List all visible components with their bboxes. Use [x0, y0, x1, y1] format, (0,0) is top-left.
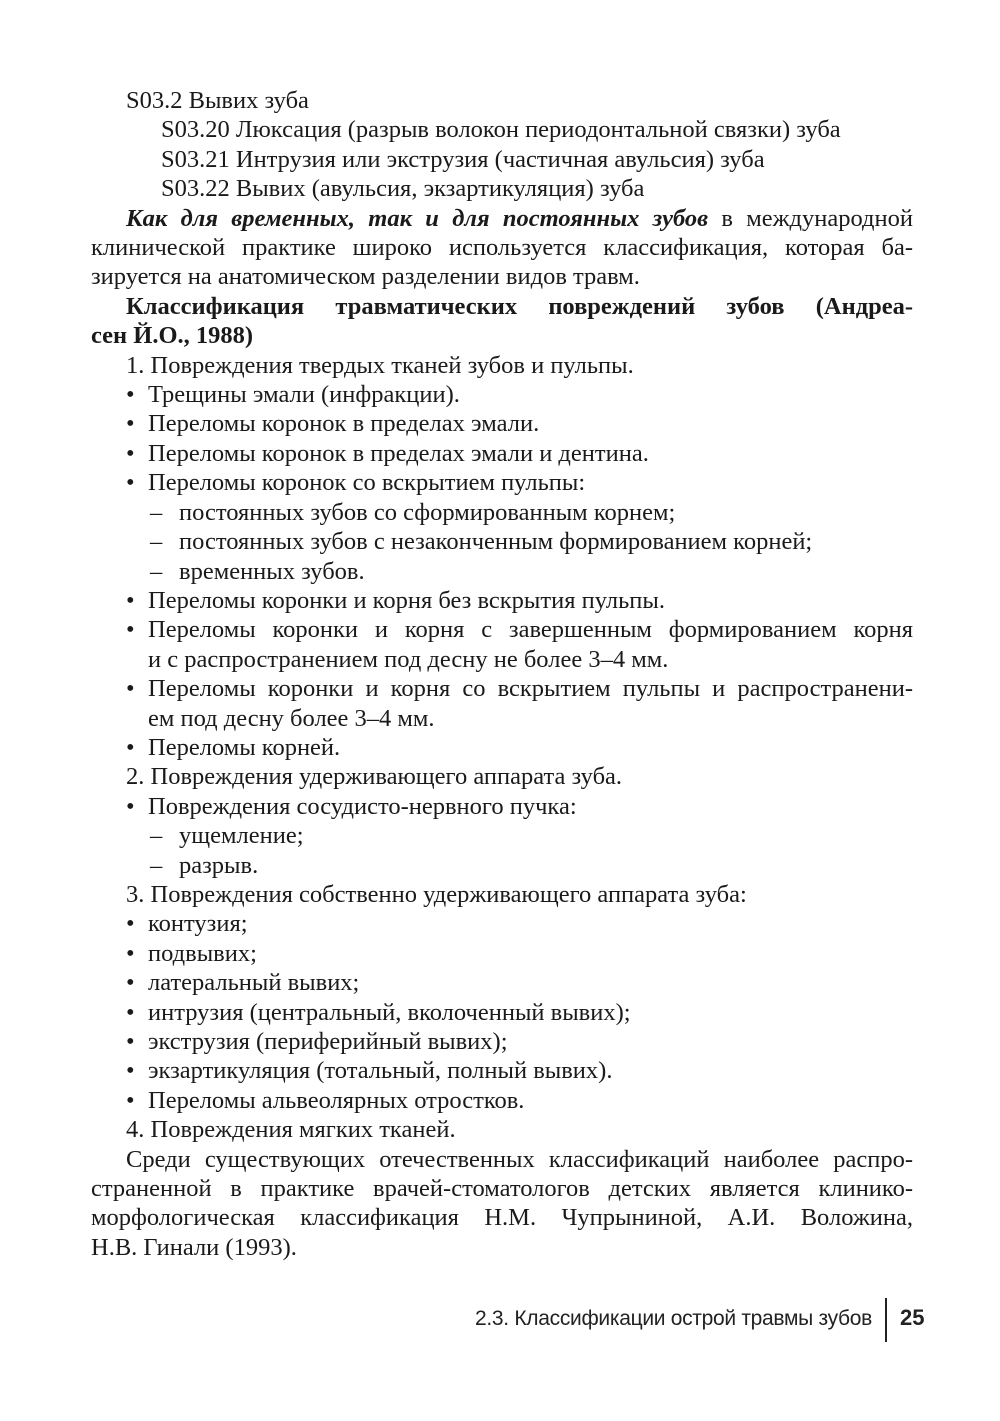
dash-marker: – [150, 498, 163, 526]
bullet-marker: • [126, 733, 135, 761]
classification-heading-line-2: сен Й.О., 1988) [91, 322, 254, 350]
body-text [91, 86, 913, 1262]
footer-divider [885, 1298, 887, 1342]
bullet-marker: • [126, 969, 135, 997]
page-number: 25 [900, 1305, 925, 1330]
list-item: • экзартикуляция (тотальный, полный вывих). [126, 1057, 613, 1085]
list-item: • Переломы коронки и корня без вскрытия пульпы. [126, 586, 665, 614]
list-item: • латеральный вывих; [126, 969, 360, 997]
section-4-title: 4. Повреждения мягких тканей. [126, 1116, 456, 1144]
running-footer [0, 1298, 1000, 1342]
list-item-continuation: и с распространением под десну не более 3–4 мм. [148, 645, 669, 673]
bullet-marker: • [126, 998, 135, 1026]
dash-item: – постоянных зубов со сформированным корнем; [150, 498, 676, 526]
intro-line-1 [91, 204, 913, 233]
bullet-marker: • [126, 586, 135, 614]
list-item: • Переломы коронки и корня с завершенным формированием корня [126, 616, 913, 644]
dash-marker: – [150, 822, 163, 850]
code-s03-20: S03.20 Люксация (разрыв волокон периодонтальной связки) зуба [161, 116, 841, 144]
section-3-title: 3. Повреждения собственно удерживающего аппарата зуба: [126, 880, 747, 908]
closing-line-3: морфологическая классификация Н.М. Чупрыниной, А.И. Воложина, [91, 1204, 913, 1232]
list-item: • Переломы коронок в пределах эмали и дентина. [126, 439, 649, 467]
bullet-marker: • [126, 675, 135, 703]
bullet-marker: • [126, 410, 135, 438]
bullet-marker: • [126, 381, 135, 409]
section-1-title: 1. Повреждения твердых тканей зубов и пульпы. [126, 351, 634, 379]
list-item-continuation: ем под десну более 3–4 мм. [148, 704, 435, 732]
intro-emphasis: Как для временных, так и для постоянных зубов [126, 204, 709, 232]
bullet-marker: • [126, 939, 135, 967]
list-item: • Переломы коронки и корня со вскрытием пульпы и распространени- [126, 675, 913, 703]
code-s03-21: S03.21 Интрузия или экструзия (частичная авульсия) зуба [161, 145, 765, 173]
dash-marker: – [150, 557, 163, 585]
list-item: • Повреждения сосудисто-нервного пучка: [126, 792, 577, 820]
intro-line-1-rest: в международной [708, 204, 913, 232]
bullet-marker: • [126, 910, 135, 938]
list-item: • интрузия (центральный, вколоченный вывих); [126, 998, 631, 1026]
intro-line-3: зируется на анатомическом разделении видов травм. [91, 263, 640, 291]
list-item: • Трещины эмали (инфракции). [126, 381, 460, 409]
bullet-marker: • [126, 1028, 135, 1055]
bullet-marker: • [126, 792, 135, 820]
list-item: • Переломы коронок в пределах эмали. [126, 410, 540, 438]
list-item: • Переломы корней. [126, 733, 341, 761]
footer-section-title: 2.3. Классификации острой травмы зубов [475, 1307, 872, 1330]
dash-item: – ущемление; [150, 822, 304, 850]
intro-line-2: клинической практике широко используется классификация, которая ба- [91, 234, 913, 262]
list-item: • Переломы альвеолярных отростков. [126, 1086, 525, 1114]
dash-item: – разрыв. [150, 851, 259, 879]
bullet-marker: • [126, 469, 135, 497]
list-item: • экструзия (периферийный вывих); [126, 1028, 508, 1055]
bullet-marker: • [126, 439, 135, 467]
dash-item: – временных зубов. [150, 557, 365, 585]
list-item: • подвывих; [126, 939, 257, 967]
bullet-marker: • [126, 616, 135, 644]
dash-marker: – [150, 851, 163, 879]
list-item: • Переломы коронок со вскрытием пульпы: [126, 469, 586, 497]
classification-heading-line-1: Классификация травматических повреждений зубов (Андреа- [126, 292, 913, 320]
bullet-marker: • [126, 1086, 135, 1114]
closing-line-4: Н.В. Гинали (1993). [91, 1233, 297, 1261]
closing-line-1: Среди существующих отечественных классификаций наиболее распро- [126, 1145, 913, 1173]
dash-marker: – [150, 528, 163, 556]
dash-item: – постоянных зубов с незаконченным формированием корней; [150, 528, 813, 556]
list-item: • контузия; [126, 910, 248, 938]
bullet-marker: • [126, 1057, 135, 1085]
code-s03-2: S03.2 Вывих зуба [126, 87, 309, 114]
closing-line-2: страненной в практике врачей-стоматологов детских является клинико- [91, 1175, 913, 1203]
section-2-title: 2. Повреждения удерживающего аппарата зуба. [126, 763, 623, 791]
code-s03-22: S03.22 Вывих (авульсия, экзартикуляция) зуба [161, 175, 645, 203]
